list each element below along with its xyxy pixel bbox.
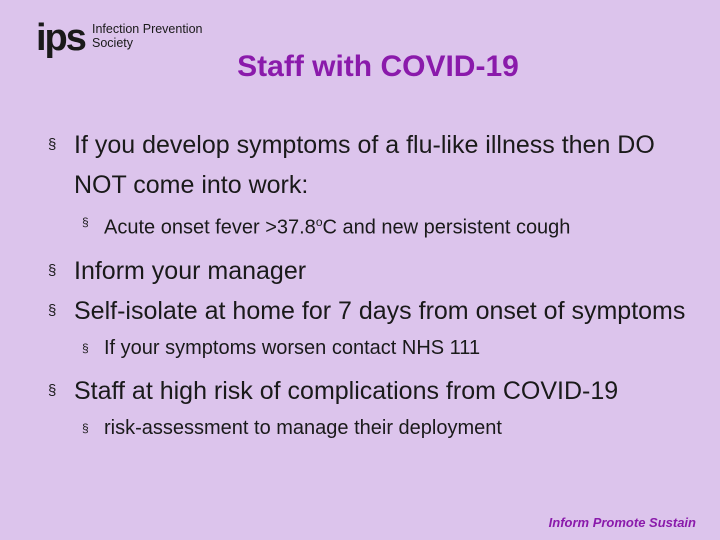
sub-bullet-item <box>82 331 708 365</box>
footer-tagline: Inform Promote Sustain <box>548 515 696 530</box>
bullet-item <box>48 291 708 331</box>
logo-line-2: Society <box>92 36 133 50</box>
bullet-marker-icon: § <box>82 340 89 355</box>
logo-line-1: Infection Prevention <box>92 22 203 36</box>
bullet-item <box>48 251 708 291</box>
bullet-item <box>48 125 708 205</box>
bullet-marker-icon: § <box>48 381 57 399</box>
sub-bullet-text: If your symptoms worsen contact NHS 111 <box>104 336 481 359</box>
bullet-marker-icon: § <box>82 215 89 229</box>
bullet-marker-icon: § <box>48 261 57 279</box>
bullet-text: If you develop symptoms of a flu-like illness then DO NOT come into work: <box>74 131 655 199</box>
bullet-text: Staff at high risk of complications from COVID-19 <box>74 376 619 405</box>
bullet-text: Inform your manager <box>74 256 307 285</box>
sub-bullet-text: risk-assessment to manage their deployment <box>104 416 502 439</box>
bullet-list <box>48 125 708 445</box>
bullet-marker-icon: § <box>48 136 57 153</box>
bullet-item <box>48 371 708 411</box>
bullet-marker-icon: § <box>82 420 89 435</box>
sub-bullet-text: Acute onset fever >37.8 <box>104 216 316 239</box>
logo-mark: ips <box>36 17 85 59</box>
logo-text <box>92 22 203 50</box>
slide-title: Staff with COVID-19 <box>237 50 519 83</box>
bullet-text: Self-isolate at home for 7 days from onset of symptoms <box>74 296 686 325</box>
sub-bullet-item <box>82 411 708 445</box>
bullet-marker-icon: § <box>48 301 57 319</box>
sub-bullet-item <box>82 205 708 245</box>
degree-superscript: o <box>315 215 323 229</box>
sub-bullet-text-tail: C and new persistent cough <box>322 216 571 239</box>
